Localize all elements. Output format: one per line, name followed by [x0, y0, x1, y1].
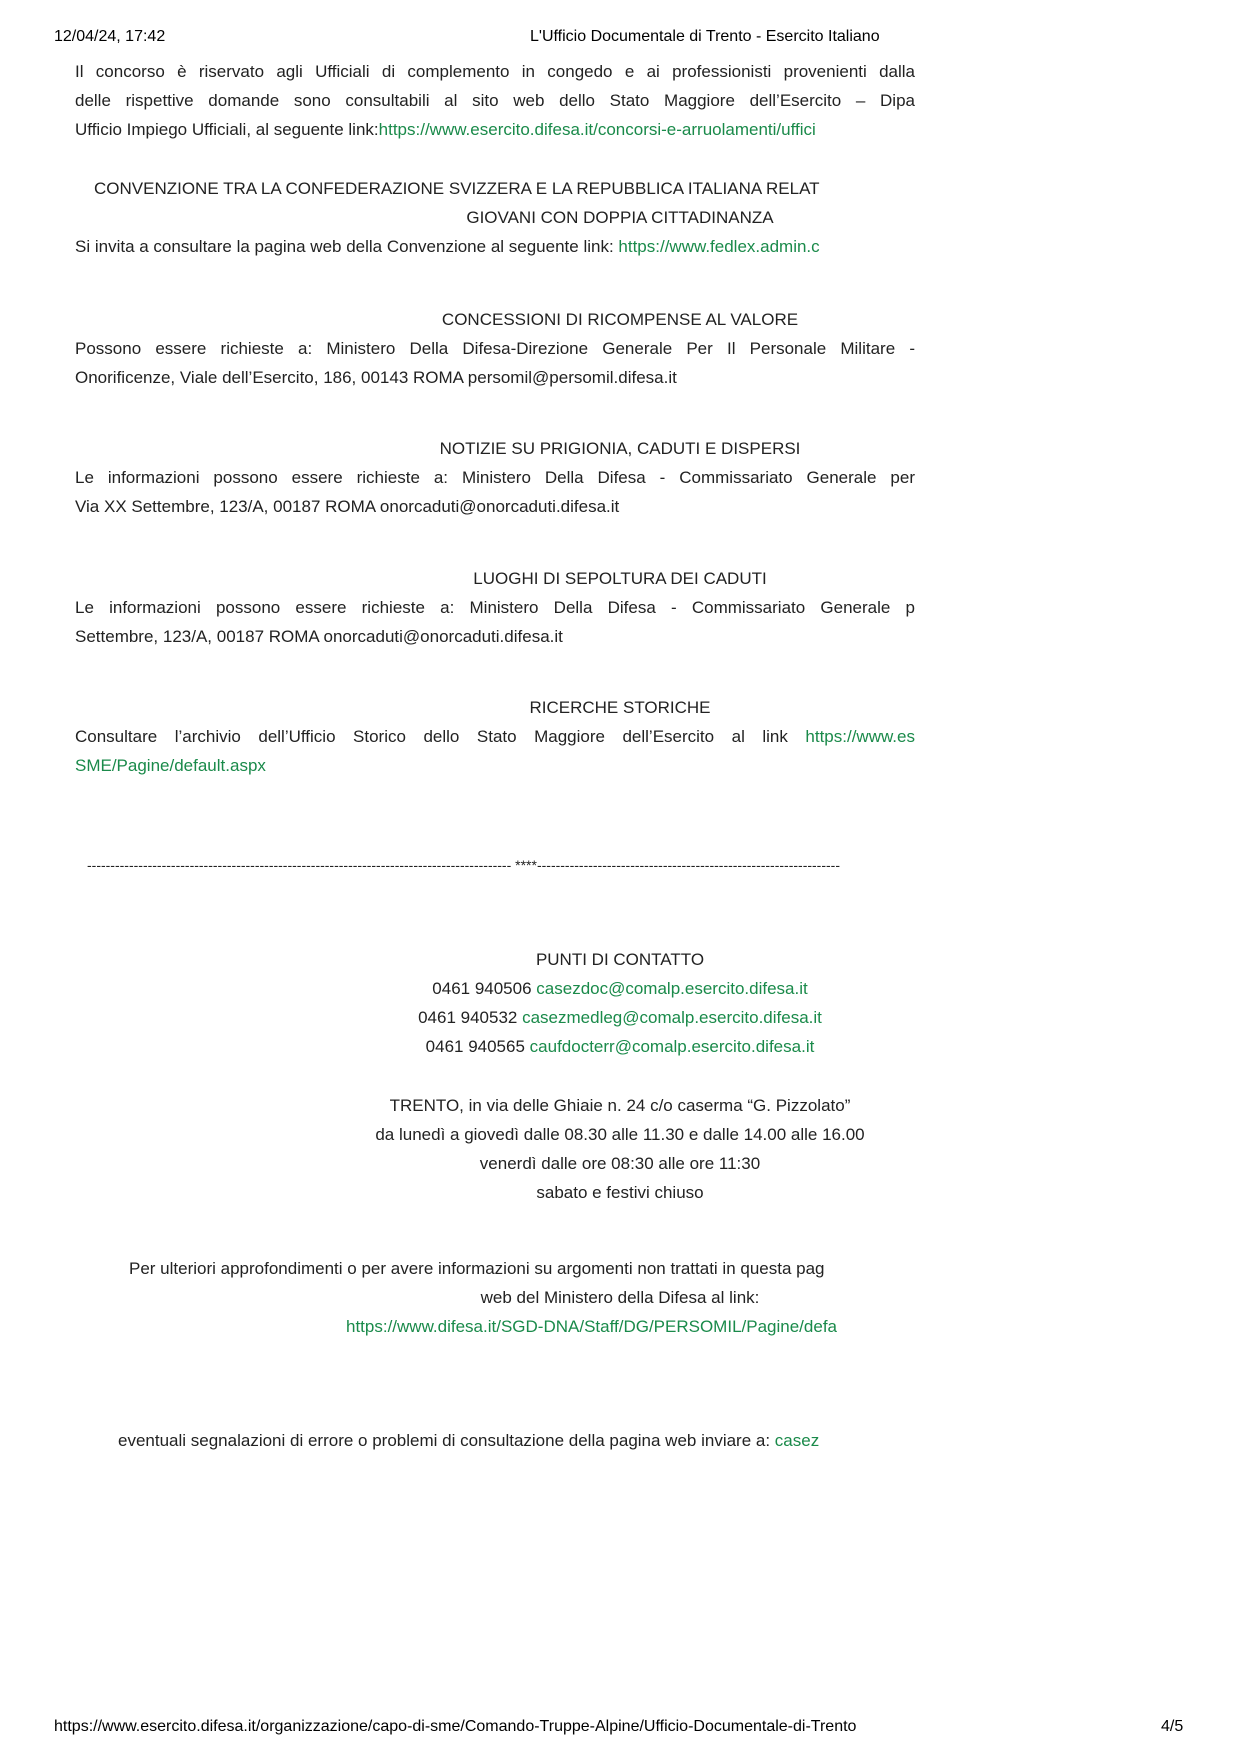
print-page-number: 4/5: [1161, 1718, 1184, 1735]
print-datetime: 12/04/24, 17:42: [54, 28, 166, 45]
concorso-line-3-text: Ufficio Impiego Ufficiali, al seguente link:: [75, 120, 379, 139]
contatti-hours-closed: sabato e festivi chiuso: [536, 1183, 704, 1202]
separator-right: -----------------------------------------------------------------: [536, 857, 840, 873]
contatto-phone: 0461 940532: [418, 1008, 523, 1027]
concorso-line-3: [75, 115, 816, 144]
ricompense-line-2: Onorificenze, Viale dell’Esercito, 186, 00143 ROMA persomil@persomil.difesa.it: [75, 368, 677, 387]
concorso-link[interactable]: https://www.esercito.difesa.it/concorsi-e-arruolamenti/uffici: [378, 120, 816, 139]
contatti-hours-weekdays: da lunedì a giovedì dalle 08.30 alle 11.30 e dalle 14.00 alle 16.00: [375, 1125, 865, 1144]
contatto-email[interactable]: casezmedleg@comalp.esercito.difesa.it: [522, 1008, 822, 1027]
contatti-hours-friday: venerdì dalle ore 08:30 alle ore 11:30: [479, 1154, 761, 1173]
approfondimenti-line-3: [346, 1312, 837, 1341]
separator-mid: ****: [511, 857, 537, 873]
separator-left: -------------------------------------------------------------------------------------------: [87, 857, 512, 873]
prigionia-line-2: Via XX Settembre, 123/A, 00187 ROMA onorcaduti@onorcaduti.difesa.it: [75, 497, 620, 516]
print-footer-url: https://www.esercito.difesa.it/organizzazione/capo-di-sme/Comando-Truppe-Alpine/Ufficio-Documentale-di-Trento: [54, 1718, 857, 1735]
sepoltura-heading: LUOGHI DI SEPOLTURA DEI CADUTI: [473, 569, 767, 588]
convenzione-link[interactable]: https://www.fedlex.admin.c: [618, 237, 820, 256]
contatto-phone: 0461 940565: [425, 1037, 530, 1056]
contatto-email[interactable]: casezdoc@comalp.esercito.difesa.it: [536, 979, 808, 998]
separator: [87, 851, 840, 880]
ricerche-line-1: [75, 722, 915, 751]
concorso-line-1: Il concorso è riservato agli Ufficiali di complemento in congedo e ai professionisti provenienti dalla: [75, 62, 915, 81]
convenzione-heading-1: CONVENZIONE TRA LA CONFEDERAZIONE SVIZZERA E LA REPUBBLICA ITALIANA RELAT: [94, 179, 820, 198]
approfondimenti-line-2: web del Ministero della Difesa al link:: [480, 1288, 760, 1307]
prigionia-heading: NOTIZIE SU PRIGIONIA, CADUTI E DISPERSI: [439, 439, 801, 458]
convenzione-text: [75, 232, 820, 261]
contatti-address: TRENTO, in via delle Ghiaie n. 24 c/o caserma “G. Pizzolato”: [389, 1096, 851, 1115]
contatto-row: [0, 974, 1240, 1003]
segnalazioni-line: [118, 1426, 819, 1455]
contatto-row: [0, 1032, 1240, 1061]
convenzione-text-label: Si invita a consultare la pagina web della Convenzione al seguente link:: [75, 237, 619, 256]
sepoltura-line-2: Settembre, 123/A, 00187 ROMA onorcaduti@onorcaduti.difesa.it: [75, 627, 563, 646]
ricompense-heading: CONCESSIONI DI RICOMPENSE AL VALORE: [441, 310, 799, 329]
convenzione-heading-2: GIOVANI CON DOPPIA CITTADINANZA: [466, 208, 774, 227]
print-page-title: L'Ufficio Documentale di Trento - Esercito Italiano: [530, 28, 880, 45]
ricerche-link-1[interactable]: https://www.es: [805, 727, 915, 746]
ricerche-line-2: [75, 751, 266, 780]
ricerche-line-1-text: Consultare l’archivio dell’Ufficio Storico dello Stato Maggiore dell’Esercito al link: [75, 727, 806, 746]
ricompense-line-1: Possono essere richieste a: Ministero Della Difesa-Direzione Generale Per Il Personale Militare -: [75, 339, 915, 358]
contatto-row: [0, 1003, 1240, 1032]
approfondimenti-link[interactable]: https://www.difesa.it/SGD-DNA/Staff/DG/PERSOMIL/Pagine/defa: [346, 1317, 837, 1336]
sepoltura-line-1: Le informazioni possono essere richieste a: Ministero Della Difesa - Commissariato Generale p: [75, 598, 915, 617]
prigionia-line-1: Le informazioni possono essere richieste a: Ministero Della Difesa - Commissariato Generale per: [75, 468, 915, 487]
segnalazioni-link[interactable]: casez: [774, 1431, 820, 1450]
concorso-line-2: delle rispettive domande sono consultabili al sito web dello Stato Maggiore dell’Esercito – Dipa: [75, 91, 915, 110]
contatti-heading: PUNTI DI CONTATTO: [535, 950, 705, 969]
contatto-email[interactable]: caufdocterr@comalp.esercito.difesa.it: [529, 1037, 815, 1056]
segnalazioni-text: eventuali segnalazioni di errore o problemi di consultazione della pagina web inviare a:: [118, 1431, 775, 1450]
ricerche-heading: RICERCHE STORICHE: [529, 698, 711, 717]
contatto-phone: 0461 940506: [432, 979, 537, 998]
ricerche-link-2[interactable]: SME/Pagine/default.aspx: [75, 756, 266, 775]
approfondimenti-line-1: Per ulteriori approfondimenti o per avere informazioni su argomenti non trattati in questa pag: [129, 1259, 825, 1278]
